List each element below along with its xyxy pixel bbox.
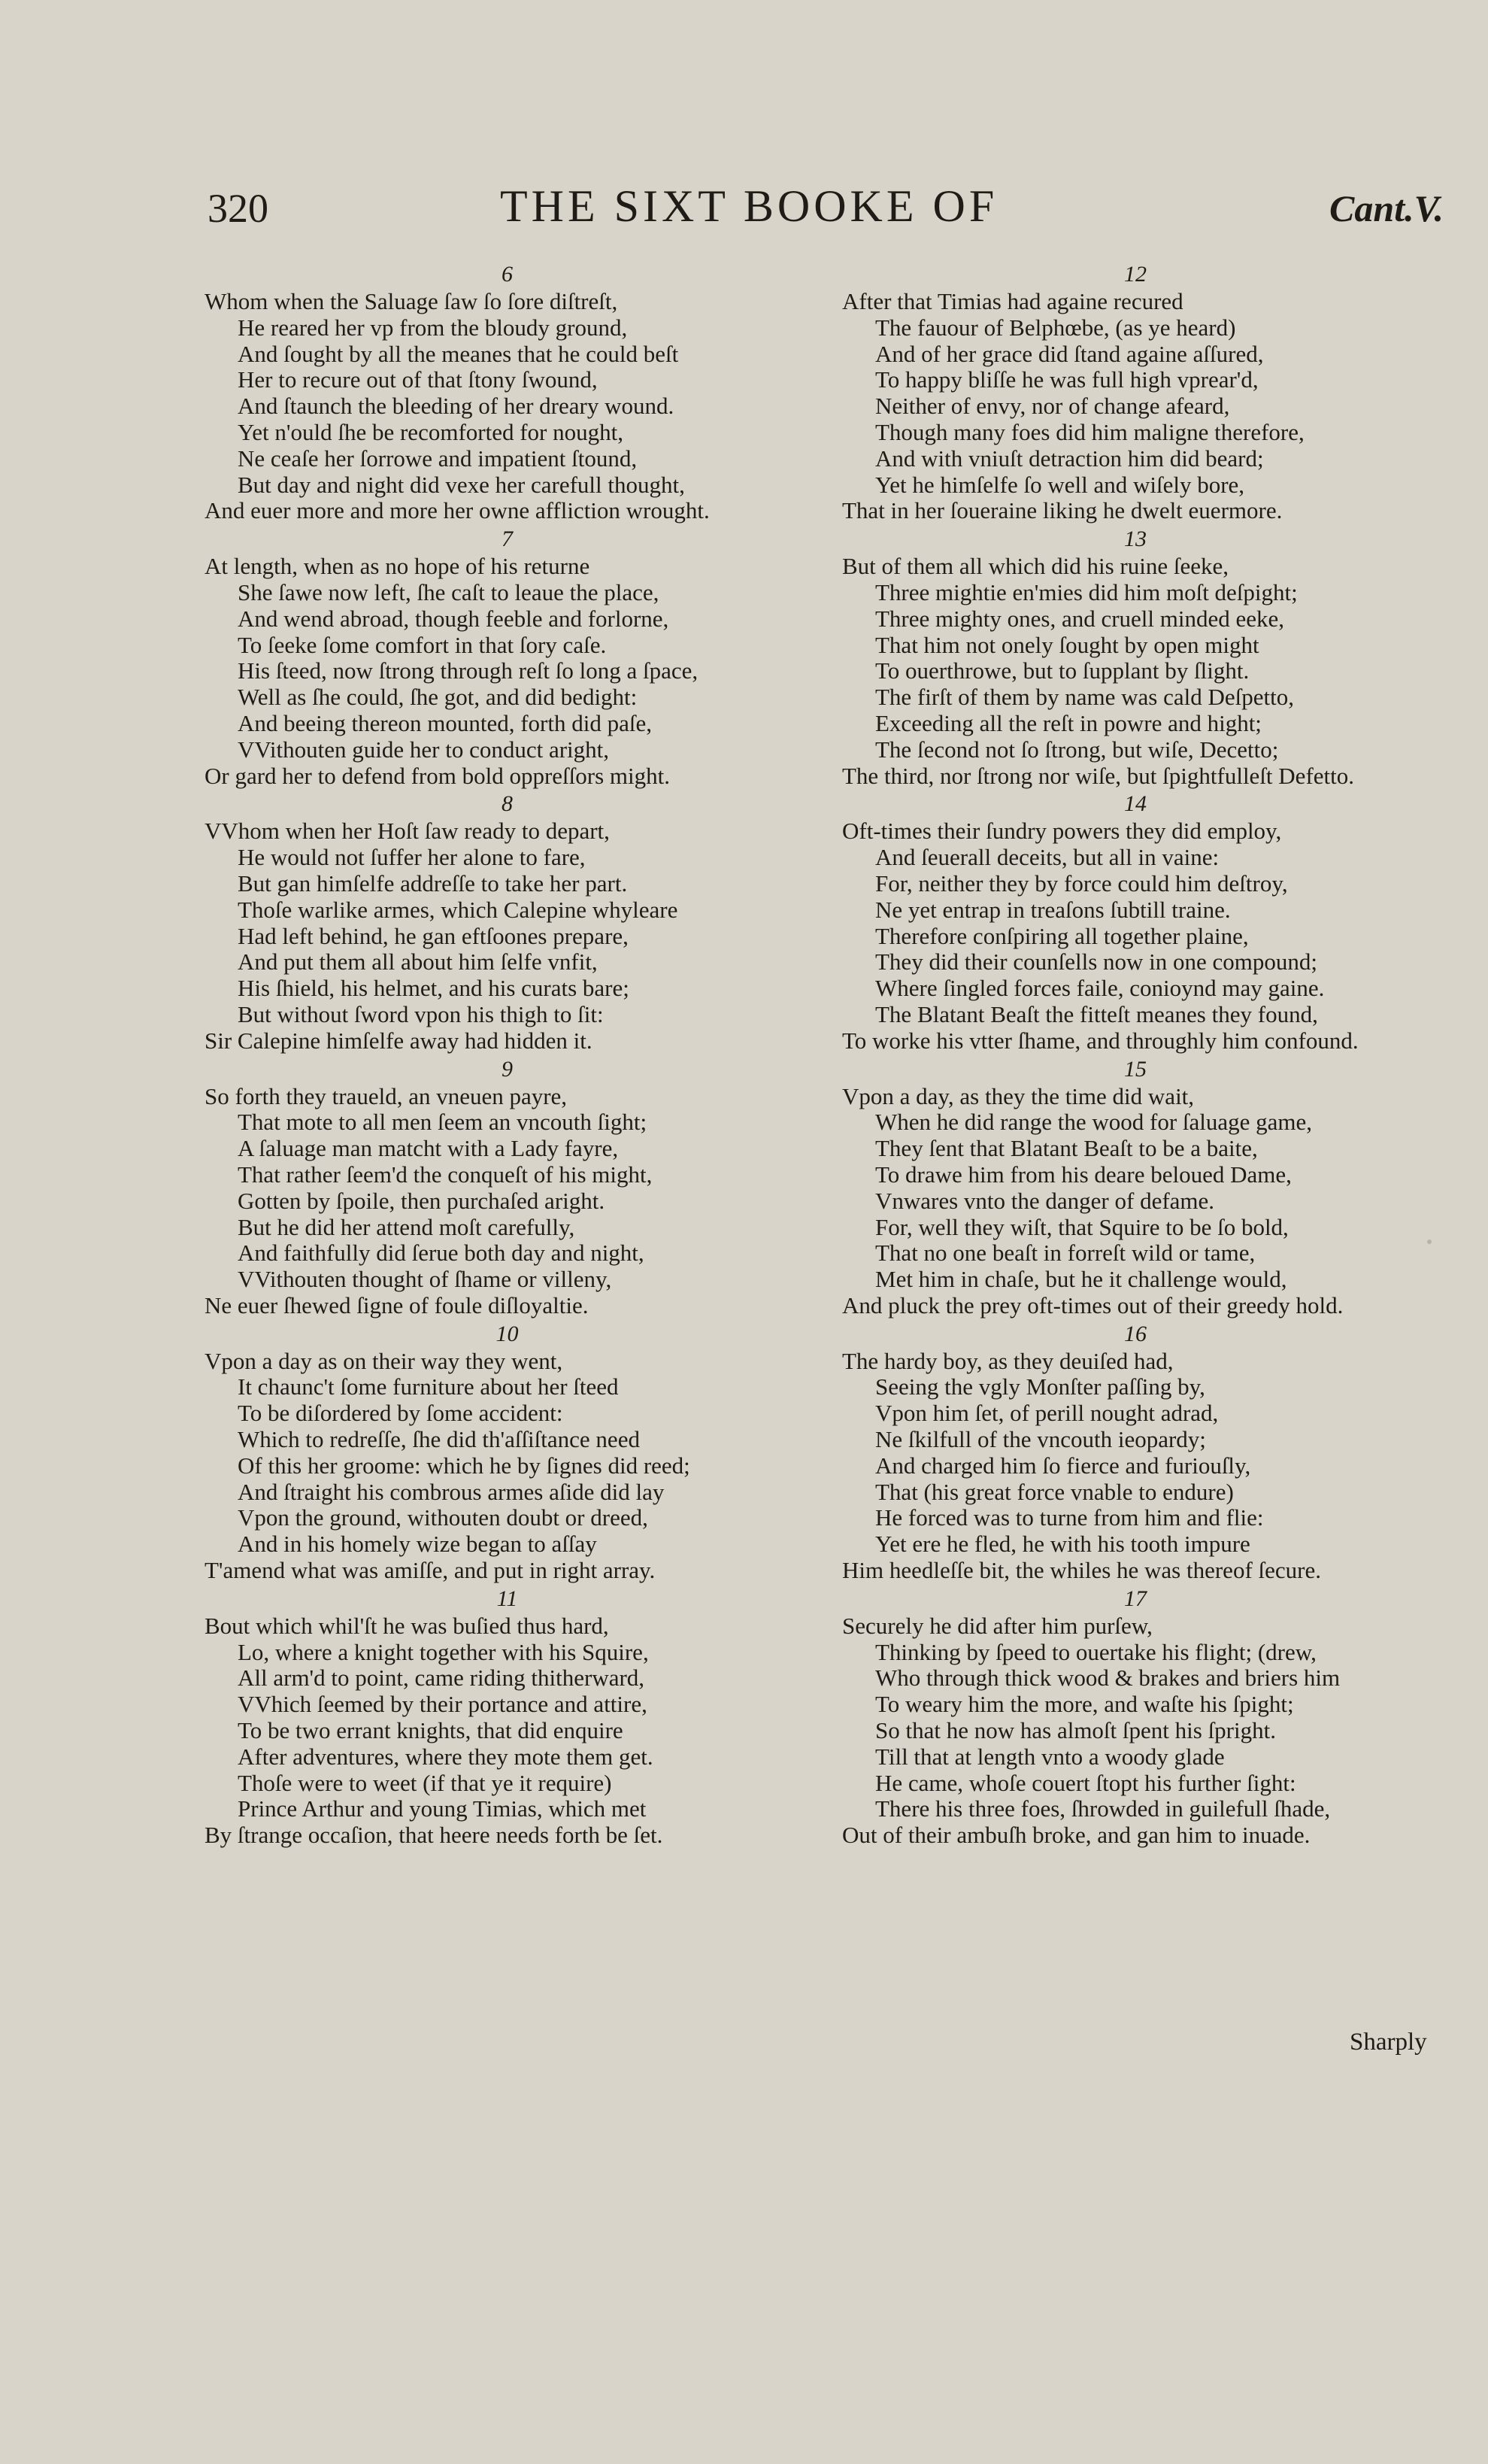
stanza [842, 789, 1429, 1054]
verse-line: Him heedleſſe bit, the whiles he was thereof ſecure. [842, 1557, 1321, 1584]
verse-line: And ſeuerall deceits, but all in vaine: [875, 844, 1220, 871]
verse-line: Securely he did after him purſew, [842, 1612, 1153, 1639]
verse-line: But gan himſelfe addreſſe to take her part. [238, 869, 628, 897]
verse-line: And faithfully did ſerue both day and night, [238, 1240, 644, 1267]
verse-line: For, well they wiſt, that Squire to be ſo bold, [875, 1213, 1289, 1240]
verse-line: Prince Arthur and young Timias, which met [238, 1795, 647, 1822]
catchword: Sharply [1350, 2029, 1427, 2056]
verse-line: To ſeeke ſome comfort in that ſory caſe. [238, 631, 607, 658]
verse-line: And ſtaunch the bleeding of her dreary wound. [238, 393, 674, 420]
stanza [205, 1054, 810, 1319]
verse-line: That no one beaſt in forreſt wild or tame, [875, 1240, 1256, 1267]
verse-line: Thinking by ſpeed to ouertake his flight; (drew, [875, 1638, 1317, 1665]
verse-line: Vpon him ſet, of perill nought adrad, [875, 1400, 1219, 1427]
verse-line: The Blatant Beaſt the fitteſt meanes they found, [875, 1000, 1318, 1027]
running-title: THE SIXT BOOKE OF [500, 181, 999, 231]
verse-line: So forth they traueld, an vneuen payre, [205, 1082, 568, 1109]
verse-line: Which to redreſſe, ſhe did th'aſſiſtance need [238, 1426, 640, 1453]
verse-line: He reared her vp from the bloudy ground, [238, 314, 628, 341]
verse-line: For, neither they by force could him deſtroy, [875, 869, 1288, 897]
verse-line: Yet ere he fled, he with his tooth impure [875, 1531, 1250, 1558]
verse-line: He forced was to turne from him and flie: [875, 1504, 1264, 1531]
verse-line: All arm'd to point, came riding thitherward, [238, 1664, 645, 1692]
verse-line: To ouerthrowe, but to ſupplant by ſlight. [875, 657, 1250, 684]
page-number: 320 [208, 186, 268, 231]
verse-line: Vpon the ground, withouten doubt or dreed, [238, 1504, 648, 1531]
verse-line: VVithouten thought of ſhame or villeny, [238, 1266, 612, 1293]
verse-line: After adventures, where they mote them get. [238, 1743, 653, 1770]
canto-label: Cant.V. [1329, 187, 1444, 229]
stanza [842, 1054, 1429, 1319]
stanza [205, 789, 810, 1054]
verse-line: Sir Calepine himſelfe away had hidden it. [205, 1027, 592, 1054]
verse-line: He came, whoſe couert ſtopt his further ſight: [875, 1769, 1296, 1796]
verse-line: The third, nor ſtrong nor wiſe, but ſpightfulleſt Defetto. [842, 762, 1355, 789]
verse-line: Therefore conſpiring all together plaine, [875, 922, 1249, 949]
verse-line: To happy bliſſe he was full high vprear'd, [875, 366, 1259, 393]
verse-line: That mote to all men ſeem an vncouth ſight; [238, 1109, 647, 1136]
verse-line: His ſhield, his helmet, and his curats bare; [238, 975, 629, 1002]
verse-line: Till that at length vnto a woody glade [875, 1743, 1225, 1770]
stanza-number: 11 [496, 1586, 518, 1611]
stanza [205, 524, 810, 789]
verse-line: Vnwares vnto the danger of defame. [875, 1187, 1215, 1214]
verse-line: Who through thick wood & brakes and briers him [875, 1664, 1341, 1692]
verse-line: Three mightie en'mies did him moſt deſpight; [875, 578, 1298, 605]
verse-line: Her to recure out of that ſtony ſwound, [238, 366, 598, 393]
verse-line: T'amend what was amiſſe, and put in right array. [205, 1557, 656, 1584]
verse-line: The hardy boy, as they deuiſed had, [842, 1347, 1174, 1374]
verse-line: Whom when the Saluage ſaw ſo ſore diſtreſt, [205, 288, 618, 314]
stanza [842, 524, 1429, 789]
verse-line: VVhich ſeemed by their portance and attire, [238, 1691, 647, 1718]
verse-line: But day and night did vexe her carefull thought, [238, 471, 685, 498]
stanza-number: 7 [502, 526, 513, 552]
verse-line: To worke his vtter ſhame, and throughly him confound. [842, 1027, 1359, 1054]
verse-line: But without ſword vpon his thigh to ſit: [238, 1000, 604, 1027]
verse-line: Three mighty ones, and cruell minded eeke, [875, 605, 1285, 632]
verse-line: The fauour of Belphœbe, (as ye heard) [875, 314, 1236, 341]
verse-line: And of her grace did ſtand againe aſſured, [875, 340, 1264, 367]
stanza-number: 17 [1124, 1586, 1147, 1611]
verse-line: When he did range the wood for ſaluage game, [875, 1109, 1313, 1136]
verse-line: That rather ſeem'd the conqueſt of his might, [238, 1161, 653, 1188]
verse-line: Ne euer ſhewed ſigne of foule diſloyaltie. [205, 1291, 589, 1318]
stanza-number: 6 [502, 262, 513, 287]
verse-line: Thoſe were to weet (if that ye it require) [238, 1769, 612, 1796]
verse-line: And with vniuſt detraction him did beard; [875, 445, 1264, 472]
stanza [842, 1319, 1429, 1584]
verse-line: And charged him ſo fierce and furiouſly, [875, 1452, 1251, 1479]
verse-line: At length, when as no hope of his returne [205, 553, 590, 580]
verse-line: Met him in chaſe, but he it challenge would, [875, 1266, 1287, 1293]
stanza-number: 16 [1124, 1321, 1147, 1346]
verse-line: And euer more and more her owne affliction wrought. [205, 497, 710, 524]
verse-line: Well as ſhe could, ſhe got, and did bedight: [238, 684, 638, 711]
verse-line: Ne ſkilfull of the vncouth ieopardy; [875, 1426, 1206, 1453]
stanza [842, 259, 1429, 524]
verse-line: And in his homely wize began to aſſay [238, 1531, 597, 1558]
verse-line: Or gard her to defend from bold oppreſſors might. [205, 762, 670, 789]
verse-line: There his three foes, ſhrowded in guilefull ſhade, [875, 1795, 1331, 1822]
verse-line: To be diſordered by ſome accident: [238, 1400, 563, 1427]
verse-line: The firſt of them by name was cald Deſpetto, [875, 684, 1294, 711]
verse-line: Seeing the vgly Monſter paſſing by, [875, 1373, 1205, 1400]
verse-line: But of them all which did his ruine ſeeke, [842, 553, 1229, 580]
stanza-number: 14 [1124, 791, 1147, 817]
verse-line: It chaunc't ſome furniture about her ſteed [238, 1373, 619, 1400]
left-column [205, 259, 810, 1849]
verse-line: Ne ceaſe her ſorrowe and impatient ſtound, [238, 445, 638, 472]
stanza-number: 10 [495, 1321, 519, 1346]
verse-line: Gotten by ſpoile, then purchaſed aright. [238, 1187, 605, 1214]
verse-line: That (his great force vnable to endure) [875, 1478, 1234, 1505]
verse-line: After that Timias had againe recured [842, 288, 1183, 314]
stanza-number: 15 [1124, 1056, 1147, 1082]
verse-line: And pluck the prey oft-times out of their greedy hold. [842, 1291, 1344, 1318]
verse-line: She ſawe now left, ſhe caſt to leaue the place, [238, 578, 659, 605]
verse-line: And ſought by all the meanes that he could beſt [238, 340, 679, 367]
verse-line: And ſtraight his combrous armes aſide did lay [238, 1478, 665, 1505]
verse-line: Vpon a day as on their way they went, [205, 1347, 563, 1374]
right-column [842, 259, 1429, 1849]
verse-line: Yet n'ould ſhe be recomforted for nought, [238, 418, 623, 445]
verse-line: And put them all about him ſelfe vnfit, [238, 948, 598, 976]
stanza [205, 1319, 810, 1584]
verse-line: Yet he himſelfe ſo well and wiſely bore, [875, 471, 1245, 498]
verse-line: To drawe him from his deare beloued Dame, [875, 1161, 1292, 1188]
verse-line: The ſecond not ſo ſtrong, but wiſe, Decetto; [875, 736, 1279, 763]
verse-line: Vpon a day, as they the time did wait, [842, 1082, 1195, 1109]
verse-line: And beeing thereon mounted, forth did paſe, [238, 709, 652, 736]
verse-line: Of this her groome: which he by ſignes did reed; [238, 1452, 690, 1479]
verse-line: And wend abroad, though feeble and forlorne, [238, 605, 669, 632]
verse-line: Neither of envy, nor of change afeard, [875, 393, 1230, 420]
stanza-number: 8 [502, 791, 513, 817]
verse-line: That in her ſoueraine liking he dwelt euermore. [842, 497, 1283, 524]
stanza [205, 1584, 810, 1849]
verse-line: Ne yet entrap in treaſons ſubtill traine. [875, 896, 1231, 923]
stanza-number: 9 [502, 1056, 513, 1082]
verse-line: Though many foes did him maligne therefore, [875, 418, 1305, 445]
verse-line: VVithouten guide her to conduct aright, [238, 736, 610, 763]
verse-line: VVhom when her Hoſt ſaw ready to depart, [205, 818, 610, 845]
stanza [205, 259, 810, 524]
verse-line: To weary him the more, and waſte his ſpight; [875, 1691, 1294, 1718]
verse-line: But he did her attend moſt carefully, [238, 1213, 575, 1240]
verse-line: To be two errant knights, that did enquire [238, 1717, 623, 1744]
stanza-number: 12 [1124, 262, 1147, 287]
verse-line: Oft-times their ſundry powers they did employ, [842, 818, 1282, 845]
verse-line: Lo, where a knight together with his Squire, [238, 1638, 649, 1665]
verse-line: Where ſingled forces faile, conioynd may gaine. [875, 975, 1325, 1002]
verse-line: Thoſe warlike armes, which Calepine whyleare [238, 896, 678, 923]
verse-line: A ſaluage man matcht with a Lady fayre, [238, 1135, 619, 1162]
verse-line: Bout which whil'ſt he was buſied thus hard, [205, 1612, 609, 1639]
verse-line: Had left behind, he gan eftſoones prepare, [238, 922, 629, 949]
verse-line: By ſtrange occaſion, that heere needs forth be ſet. [205, 1822, 663, 1849]
verse-line: He would not ſuffer her alone to fare, [238, 844, 586, 871]
verse-line: They ſent that Blatant Beaſt to be a baite, [875, 1135, 1258, 1162]
verse-line: So that he now has almoſt ſpent his ſpright. [875, 1717, 1276, 1744]
verse-line: Exceeding all the reſt in powre and hight; [875, 709, 1262, 736]
paper-blemish [1427, 1240, 1432, 1244]
stanza-number: 13 [1124, 526, 1147, 552]
stanza [842, 1584, 1429, 1849]
verse-line: They did their counſells now in one compound; [875, 948, 1318, 976]
verse-line: Out of their ambuſh broke, and gan him to inuade. [842, 1822, 1311, 1849]
verse-line: That him not onely ſought by open might [875, 631, 1259, 658]
verse-line: His ſteed, now ſtrong through reſt ſo long a ſpace, [238, 657, 699, 684]
page-header [203, 181, 1444, 233]
